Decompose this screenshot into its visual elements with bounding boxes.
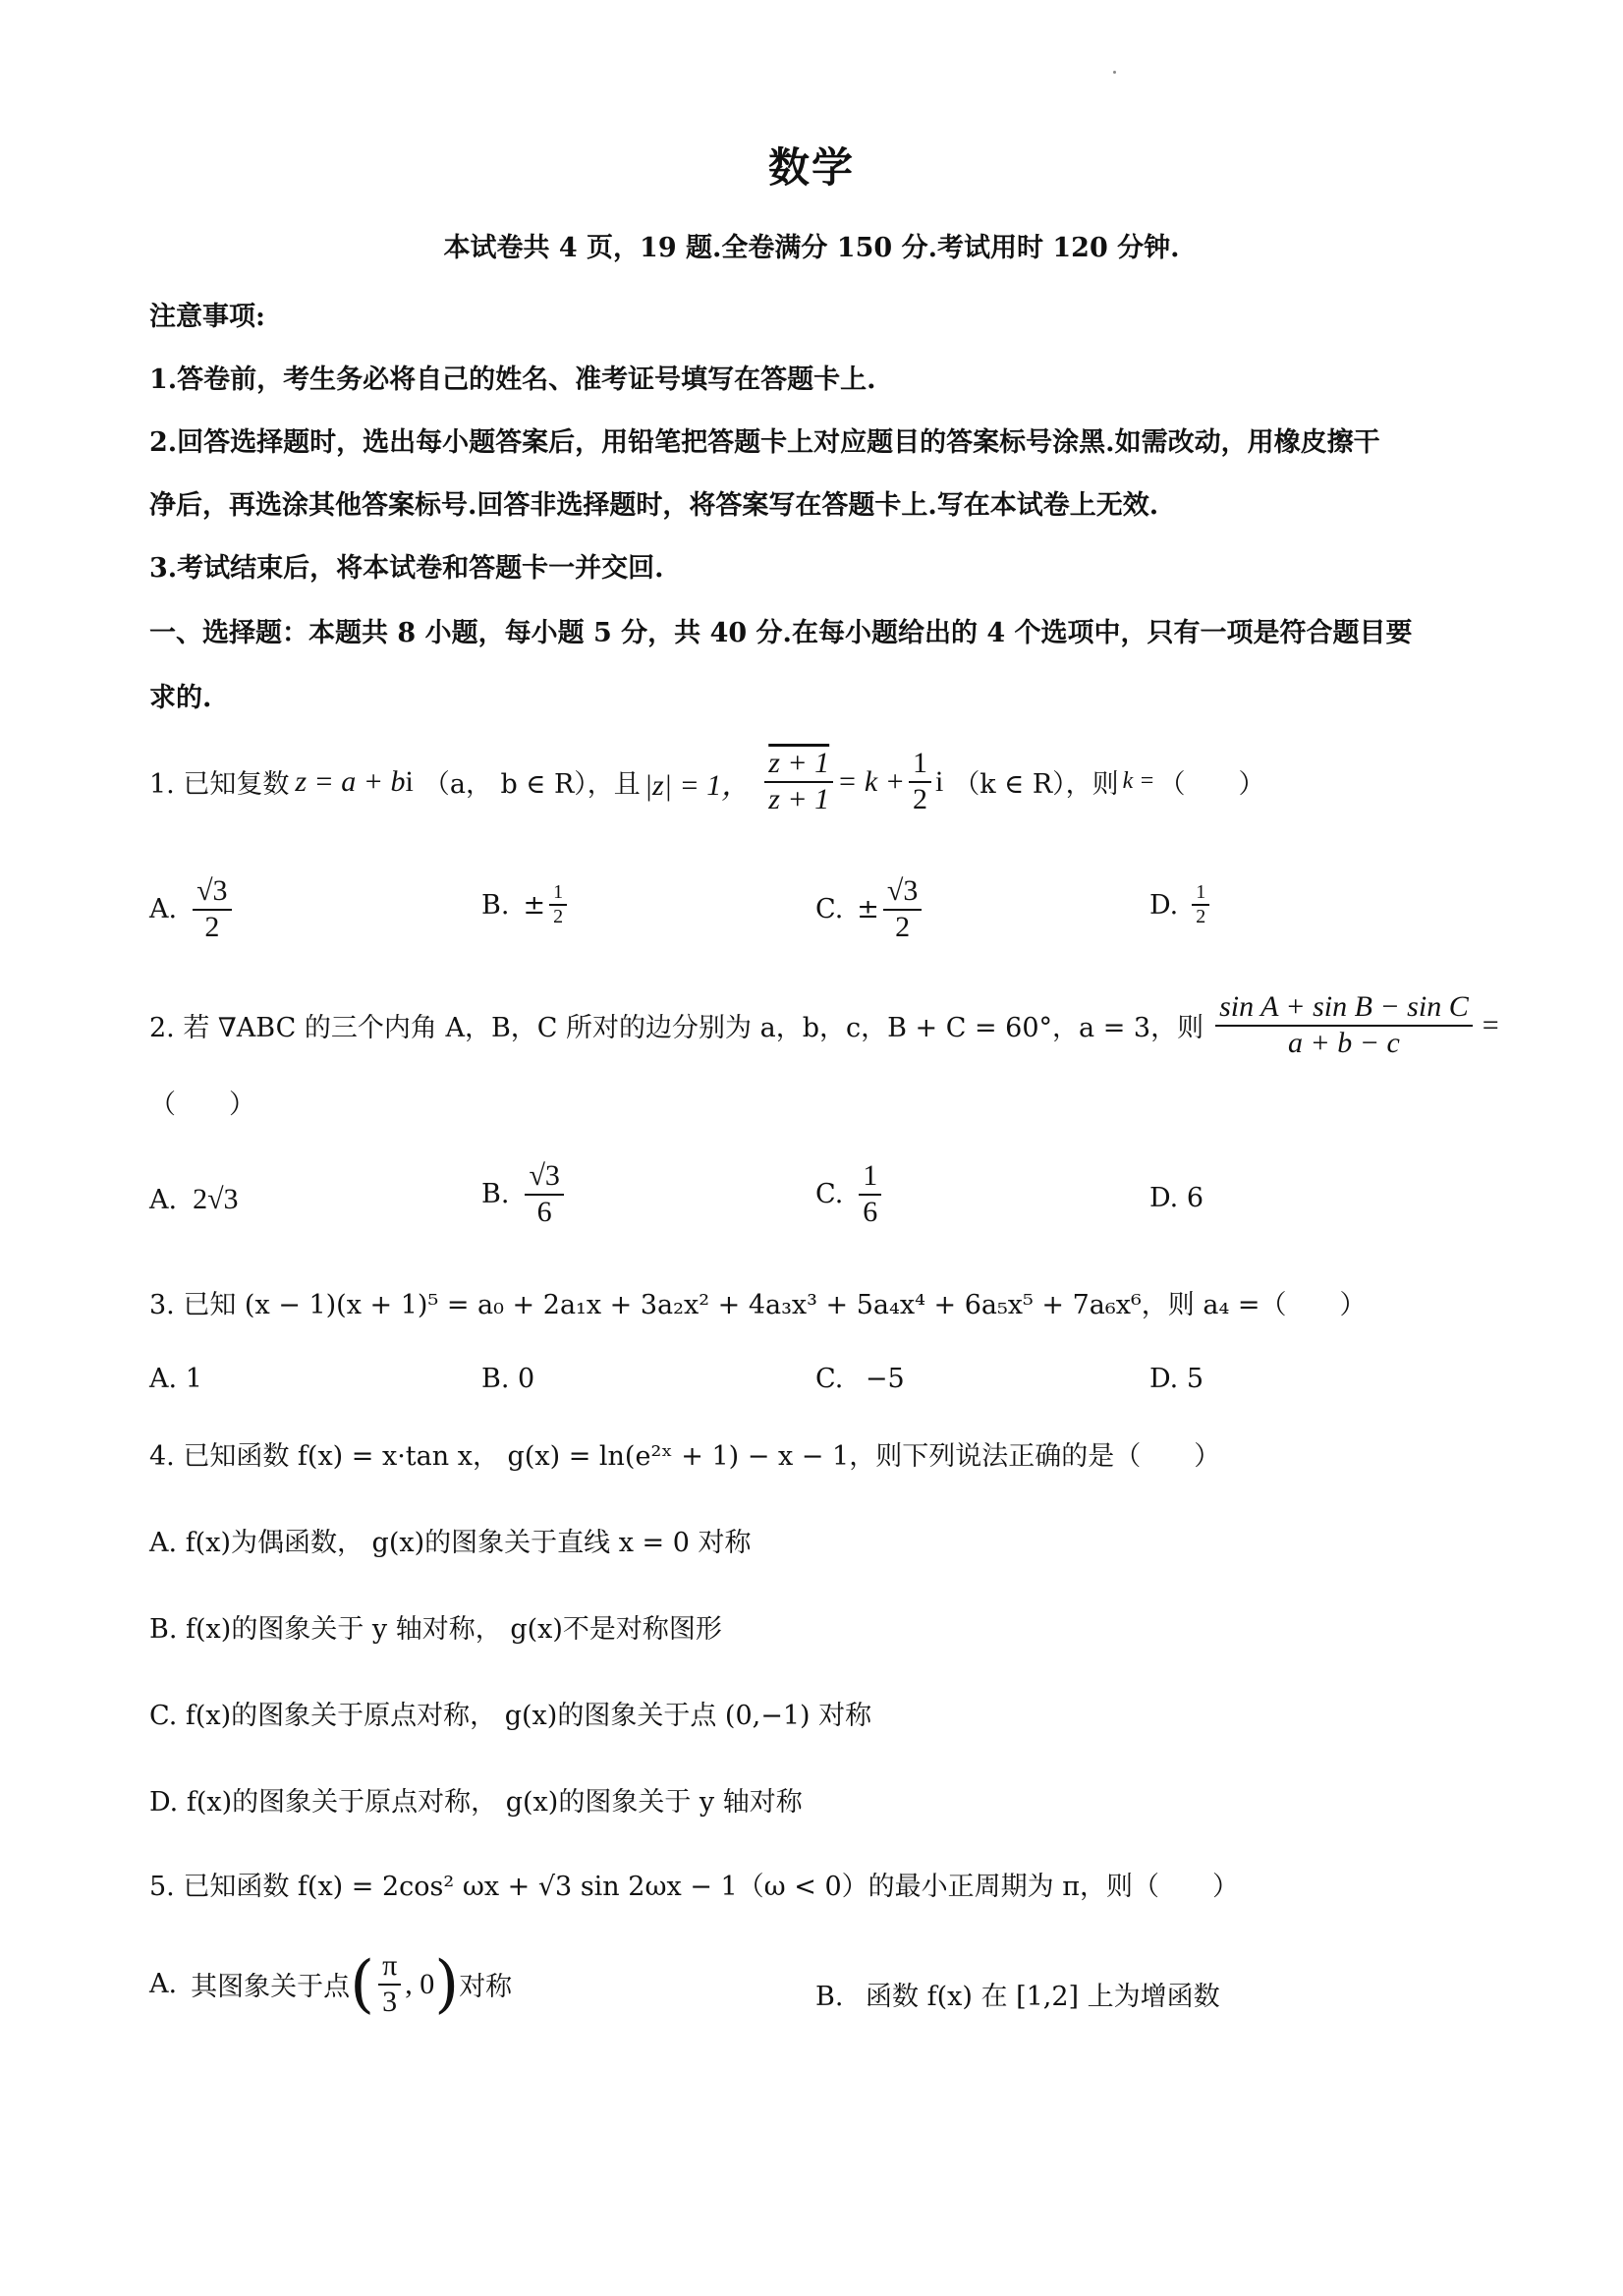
q1-fraction bbox=[764, 747, 833, 816]
q2-frac-num: sin A + sin B − sin C bbox=[1215, 990, 1473, 1027]
q3-option-b bbox=[481, 1364, 534, 1394]
q1-frac-den: z + 1 bbox=[768, 782, 830, 815]
q1-option-c-pm: ± bbox=[857, 894, 879, 924]
q2-option-c-label: C. bbox=[815, 1179, 844, 1209]
q2-option-a-text: 2√3 bbox=[193, 1183, 239, 1215]
q2-eq: = bbox=[1482, 1008, 1499, 1041]
q3-option-c-label: C. bbox=[815, 1364, 844, 1394]
q2-option-c-frac bbox=[859, 1159, 881, 1229]
q1-k-cond: （k ∈ R），则 bbox=[953, 769, 1119, 800]
q1-option-d-label: D. bbox=[1149, 889, 1179, 921]
q5-option-a-tail: 对称 bbox=[459, 1972, 513, 2002]
q5-option-b bbox=[815, 1975, 1220, 2013]
q1-k-eq: k = bbox=[1122, 768, 1155, 794]
q3-option-a bbox=[149, 1364, 202, 1394]
question-3: 3. 已知 (x − 1)(x + 1)⁵ = a₀ + 2a₁x + 3a₂x² + 4a₃x³ + 5a₄x⁴ + 6a₅x⁵ + 7a₆x⁶，则 a₄ =（ ） bbox=[149, 1290, 1367, 1320]
q1-option-a-num: √3 bbox=[193, 874, 231, 911]
notice-item-3: 3.考试结束后，将本试卷和答题卡一并交回. bbox=[149, 553, 664, 584]
q2-option-d bbox=[1149, 1183, 1203, 1213]
q2-option-b-num: √3 bbox=[525, 1159, 563, 1196]
q4-option-d bbox=[149, 1780, 803, 1819]
q2-prefix: 2. 若 ∇ABC 的三个内角 A，B，C 所对的边分别为 a，b，c，B + C = 60°，a = 3，则 bbox=[149, 1013, 1204, 1043]
q4-option-d-label: D. bbox=[149, 1787, 179, 1818]
notice-heading: 注意事项: bbox=[149, 302, 265, 332]
q3-option-d-label: D. bbox=[1149, 1364, 1179, 1394]
q1-option-b bbox=[481, 881, 571, 928]
q2-option-b-den: 6 bbox=[536, 1195, 552, 1228]
notice-item-2: 2.回答选择题时，选出每小题答案后，用铅笔把答题卡上对应题目的答案标号涂黑.如需改动，用橡皮擦干 bbox=[149, 427, 1380, 458]
q2-option-b-frac bbox=[525, 1159, 563, 1229]
q1-option-c bbox=[815, 874, 925, 944]
scan-speck bbox=[1113, 71, 1116, 74]
q5-option-b-text: 函数 f(x) 在 [1,2] 上为增函数 bbox=[866, 1982, 1220, 2012]
q5-option-a-pre: 其图象关于点 bbox=[191, 1972, 351, 2002]
q4-option-a bbox=[149, 1521, 752, 1559]
q5-option-a bbox=[149, 1949, 512, 2019]
q1-option-d-num: 1 bbox=[1192, 881, 1209, 906]
q5-option-a-frac bbox=[378, 1949, 401, 2019]
q1-option-b-label: B. bbox=[481, 889, 510, 921]
q2-fraction bbox=[1215, 990, 1473, 1060]
q2-option-b bbox=[481, 1159, 568, 1229]
q2-frac-den: a + b − c bbox=[1288, 1026, 1400, 1059]
q4-option-b bbox=[149, 1607, 722, 1646]
q1-option-c-frac bbox=[883, 874, 922, 944]
q1-option-c-num: √3 bbox=[883, 874, 922, 911]
q2-option-d-label: D. bbox=[1149, 1183, 1179, 1213]
q4-option-c bbox=[149, 1694, 871, 1732]
q1-option-b-num: 1 bbox=[549, 881, 567, 906]
q3-option-d bbox=[1149, 1364, 1203, 1394]
q1-i: i bbox=[405, 764, 414, 798]
q2-option-d-text: 6 bbox=[1186, 1183, 1204, 1213]
q1-i2: i bbox=[934, 764, 944, 798]
q1-option-c-den: 2 bbox=[895, 910, 911, 943]
q3-option-a-label: A. bbox=[149, 1364, 178, 1394]
q1-option-d-frac bbox=[1192, 881, 1209, 928]
q4-option-a-text: f(x)为偶函数， g(x)的图象关于直线 x = 0 对称 bbox=[185, 1528, 752, 1558]
q1-option-a-frac bbox=[193, 874, 231, 944]
q1-frac-num: z + 1 bbox=[764, 747, 833, 783]
q5-option-a-lparen: ( bbox=[350, 1947, 375, 2021]
q5-option-a-label: A. bbox=[149, 1969, 178, 1999]
q5-option-b-label: B. bbox=[815, 1982, 844, 2012]
q4-option-c-label: C. bbox=[149, 1701, 178, 1731]
q1-half-den: 2 bbox=[912, 782, 927, 815]
q3-option-b-label: B. bbox=[481, 1364, 510, 1394]
q3-option-a-text: 1 bbox=[185, 1364, 202, 1394]
q1-option-a-den: 2 bbox=[204, 910, 220, 943]
q1-rhs: = k + bbox=[837, 764, 905, 798]
q5-option-a-post: , 0 bbox=[405, 1967, 435, 2000]
q2-option-c bbox=[815, 1159, 885, 1229]
q1-option-d bbox=[1149, 881, 1213, 928]
notice-item-2-cont: 净后，再选涂其他答案标号.回答非选择题时，将答案写在答题卡上.写在本试卷上无效. bbox=[149, 490, 1159, 521]
q3-option-c bbox=[815, 1364, 905, 1394]
q1-option-b-pm: ± bbox=[523, 889, 546, 921]
page-title: 数学 bbox=[767, 143, 855, 192]
q4-option-a-label: A. bbox=[149, 1528, 178, 1558]
q1-prefix: 1. 已知复数 bbox=[149, 769, 290, 800]
q2-option-c-num: 1 bbox=[859, 1159, 881, 1196]
q2-option-a-label: A. bbox=[149, 1184, 178, 1215]
exam-subtitle: 本试卷共 4 页，19 题.全卷满分 150 分.考试用时 120 分钟. bbox=[443, 233, 1180, 263]
q4-option-b-text: f(x)的图象关于 y 轴对称， g(x)不是对称图形 bbox=[186, 1614, 722, 1645]
q5-option-a-num: π bbox=[378, 1949, 401, 1986]
q1-blank: （ ） bbox=[1158, 769, 1265, 800]
section-heading-cont: 求的. bbox=[149, 683, 212, 713]
question-1 bbox=[149, 747, 1265, 816]
q5-option-a-rparen: ) bbox=[434, 1947, 460, 2021]
q5-option-a-den: 3 bbox=[382, 1985, 398, 2018]
q1-option-a-label: A. bbox=[149, 894, 178, 924]
q4-option-d-text: f(x)的图象关于原点对称， g(x)的图象关于 y 轴对称 bbox=[186, 1787, 803, 1818]
q2-option-a bbox=[149, 1183, 239, 1216]
section-heading: 一、选择题：本题共 8 小题，每小题 5 分，共 40 分.在每小题给出的 4 个选项中，只有一项是符合题目要 bbox=[149, 618, 1413, 648]
q1-half-num: 1 bbox=[909, 747, 931, 783]
q1-option-b-frac bbox=[549, 881, 567, 928]
q2-blank: （ ） bbox=[149, 1090, 255, 1120]
q2-option-c-den: 6 bbox=[863, 1195, 878, 1228]
q1-abs: |z| = 1， bbox=[644, 768, 752, 802]
q1-option-a bbox=[149, 874, 236, 944]
q3-option-c-text: −5 bbox=[865, 1364, 905, 1394]
q3-option-b-text: 0 bbox=[518, 1364, 535, 1394]
q1-option-d-den: 2 bbox=[1196, 906, 1206, 927]
q4-option-b-label: B. bbox=[149, 1614, 178, 1645]
q3-option-d-text: 5 bbox=[1186, 1364, 1204, 1394]
q1-option-c-label: C. bbox=[815, 894, 844, 924]
q2-option-b-label: B. bbox=[481, 1179, 510, 1209]
notice-item-1: 1.答卷前，考生务必将自己的姓名、准考证号填写在答题卡上. bbox=[149, 364, 876, 395]
q1-option-b-den: 2 bbox=[553, 906, 564, 927]
q4-option-c-text: f(x)的图象关于原点对称， g(x)的图象关于点 (0,−1) 对称 bbox=[185, 1701, 872, 1731]
question-2 bbox=[149, 990, 1499, 1060]
question-4: 4. 已知函数 f(x) = x·tan x， g(x) = ln(e²ˣ + 1) − x − 1，则下列说法正确的是（ ） bbox=[149, 1441, 1221, 1472]
q1-expr: z = a + b bbox=[295, 764, 406, 798]
q1-cond: （a， b ∈ R），且 bbox=[422, 769, 641, 800]
q1-half bbox=[909, 747, 931, 816]
question-5: 5. 已知函数 f(x) = 2cos² ωx + √3 sin 2ωx − 1（ω < 0）的最小正周期为 π，则（ ） bbox=[149, 1872, 1239, 1902]
